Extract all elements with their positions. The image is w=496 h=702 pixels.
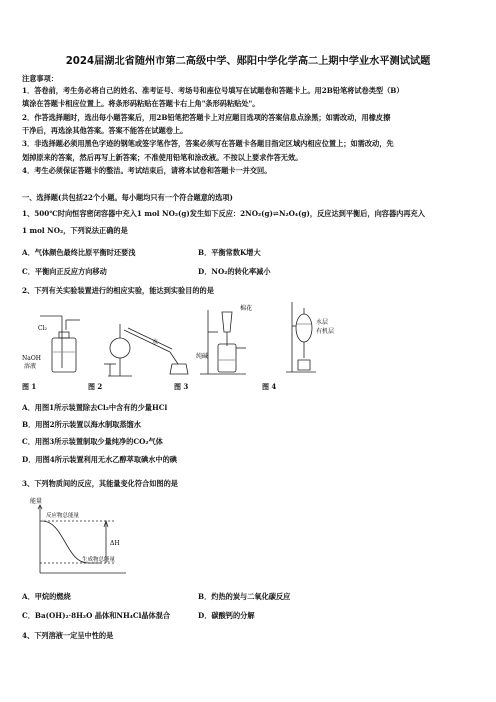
figure-label-2: 图 2 [88,382,103,391]
question-1-option-c: C．平衡向正反应方向移动 [22,267,107,276]
question-3-energy-diagram [30,497,130,577]
notice-line: 1．答卷前，考生务必将自己的姓名、准考证号、考场号和座位号填写在试题卷和答题卡上。用2B铅笔将试卷类型（B） [22,86,404,95]
fig4-organic-layer-label: 有机层 [316,328,335,335]
reactant-energy-label: 反应物总能量 [46,513,80,519]
figure-label-1: 图 1 [22,382,37,391]
figure-label-3: 图 3 [174,382,189,391]
question-3-option-b: B．灼热的炭与二氧化碳反应 [198,592,291,601]
notice-line: 填涂在答题卡相应位置上。将条形码粘贴在答题卡右上角"条形码粘贴处"。 [22,99,260,108]
fig2-water-label: 水 [152,339,159,346]
figure-label-4: 图 4 [262,382,277,391]
question-3-option-c: C．Ba(OH)₂·8H₂O 晶体和NH₄Cl晶体混合 [22,611,171,620]
fig2-distillation [104,324,188,376]
question-4-stem: 4、下列溶液一定呈中性的是 [22,631,114,640]
question-2-figure-apparatus [20,302,290,378]
section-heading: 一、选择题(共包括22个小题。每小题均只有一个符合题意的选项) [22,193,233,202]
fig4-water-layer-label: 水层 [316,319,329,326]
question-1-stem-cont: 1 mol NO₂，下列说法正确的是 [22,226,128,235]
product-energy-label: 生成物总能量 [82,557,116,563]
fig3-co2-apparatus [200,310,246,374]
question-2-option-a: A．用图1所示装置除去Cl₂中含有的少量HCl [22,403,168,412]
question-1-option-a: A．气体颜色最终比原平衡时还要浅 [22,248,136,257]
notice-line: 4．考生必须保证答题卡的整洁。考试结束后，请将本试卷和答题卡一并交回。 [22,166,272,175]
question-2-stem: 2、下列有关实验装置进行的相应实验，能达到实验目的的是 [22,286,214,295]
question-3-option-d: D．碳酸钙的分解 [198,611,255,620]
notice-line: 干净后，再选涂其他答案。答案不能答在试题卷上。 [22,126,188,135]
fig3-cotton-label: 棉花 [240,305,253,312]
notice-line: 3．非选择题必须用黑色字迹的钢笔或签字笔作答，答案必须写在答题卡各题目指定区域内相应位置上；如需改动，先 [22,139,394,148]
question-2-option-d: D．用图4所示装置利用无水乙醇萃取碘水中的碘 [22,455,177,464]
fig1-solution-label: 溶液 [24,363,37,370]
notice-line: 划掉原来的答案，然后再写上新答案；不准使用铅笔和涂改液。不按以上要求作答无效。 [22,153,303,162]
delta-h-label: ΔH [110,540,120,547]
fig1-cl2-label: Cl₂ [38,325,47,332]
question-1-option-d: D．NO₂的转化率减小 [198,267,271,276]
question-3-option-a: A．甲烷的燃烧 [22,592,71,601]
question-3-stem: 3、下列物质间的反应，其能量变化符合如图的是 [22,479,178,488]
question-2-option-c: C．用图3所示装置制取少量纯净的CO₂气体 [22,437,163,446]
fig1-naoh-label: NaOH [22,355,41,362]
notice-line: 2．作答选择题时，选出每小题答案后，用2B铅笔把答题卡上对应题目选项的答案信息点涂黑；如需改动，用橡皮擦 [22,113,391,122]
notice-heading: 注意事项： [22,74,58,83]
question-1-option-b: B．平衡常数K增大 [198,248,261,257]
question-2-figure-4-separation [286,300,346,378]
question-2-option-b: B．用图2所示装置以海水制取蒸馏水 [22,420,141,429]
question-1-stem: 1、500℃时向恒容密闭容器中充入1 mol NO₂(g)发生如下反应：2NO₂(g)⇌N₂O₄(g)，反应达到平衡后，向容器内再充入 [22,209,425,218]
fig3-soda-label: 纯碱 [196,353,209,360]
energy-axis-label: 能量 [30,498,43,505]
page-title: 2024届湖北省随州市第二高级中学、郧阳中学化学高二上期中学业水平测试试题 [65,56,431,67]
